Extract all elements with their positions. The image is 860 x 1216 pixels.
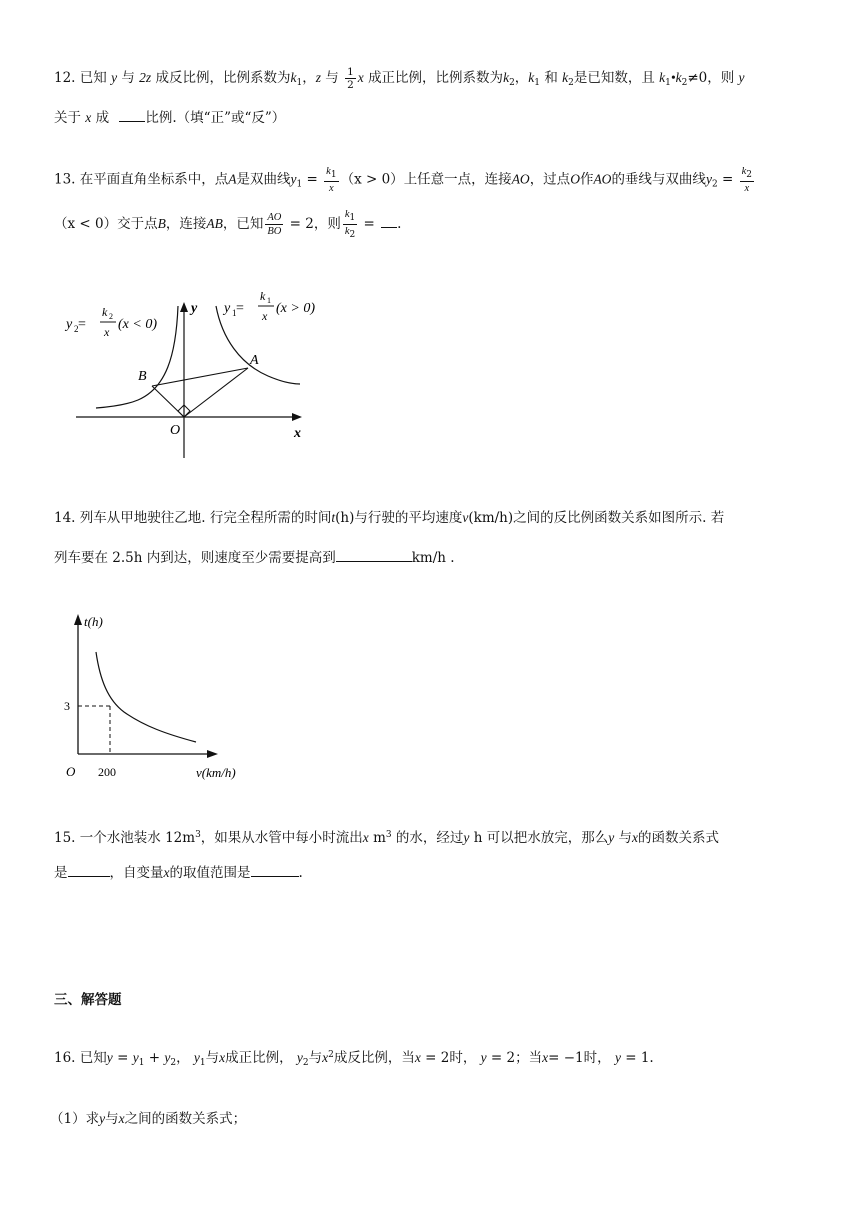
q16-value: = 2 <box>486 1050 516 1066</box>
q16-var-y1: y <box>132 1050 139 1065</box>
right-curve-label <box>222 289 315 323</box>
label-cond: (x > 0) <box>276 301 315 316</box>
q12-text: 已知 <box>79 70 107 86</box>
point-b-label: B <box>138 369 147 384</box>
q15-text: . <box>298 865 303 881</box>
label-num: k <box>260 289 266 303</box>
q13-k: k <box>344 209 350 220</box>
q12-text: 与 <box>121 70 135 86</box>
q12-text: 关于 <box>54 110 81 126</box>
q16-number: 16. <box>54 1050 76 1066</box>
q15-text: m <box>368 830 386 846</box>
origin-label: O <box>66 764 76 779</box>
q12-var-x: x <box>85 110 92 125</box>
q16-sub1-text: （1）求 <box>50 1111 100 1127</box>
q12-line2 <box>54 106 285 126</box>
q16-text: 与 <box>205 1050 220 1066</box>
y-axis-label: y <box>191 301 198 316</box>
q13-k: k <box>326 166 331 177</box>
q12-text: 与 <box>325 70 339 86</box>
q13-text: ，连接 <box>165 216 207 232</box>
q13-condition: （x < 0） <box>54 216 118 232</box>
q12-var-k1: k <box>290 70 297 85</box>
point-o-label: O <box>170 423 181 438</box>
q13-bo: BO <box>267 226 282 237</box>
q12-text: ≠0，则 <box>687 70 735 86</box>
q16-value: = 1 <box>620 1050 650 1066</box>
q13-condition: （x > 0） <box>340 171 404 188</box>
q16-text: ；当 <box>515 1050 543 1066</box>
q15-line1 <box>54 826 719 846</box>
fraction-numerator <box>740 165 754 182</box>
q12-var-x: x <box>357 70 364 85</box>
q13-text: 在平面直角坐标系中，点 <box>79 171 229 188</box>
q13-text: 的垂线与双曲线 <box>611 171 706 188</box>
fraction-numerator <box>343 208 357 225</box>
q12-sub: 1 <box>665 78 671 88</box>
q16-text: . <box>649 1050 654 1066</box>
q15-text: 的函数关系式 <box>638 830 719 846</box>
label-y: y <box>66 317 73 332</box>
q12-line1 <box>54 66 745 91</box>
tick-y-3: 3 <box>64 699 70 713</box>
q16-sup: 2 <box>328 1050 334 1060</box>
segment-ao <box>184 368 248 417</box>
q13-point-o: O <box>570 171 580 187</box>
q13-text: ，则 <box>313 216 341 232</box>
label-sub: 2 <box>74 324 79 334</box>
label-cond: (x < 0) <box>118 317 157 332</box>
label-sub: 2 <box>109 312 113 321</box>
q15-number: 15. <box>54 830 76 846</box>
q13-hyperbola-figure <box>54 276 344 464</box>
q12-sub: 2 <box>568 78 574 88</box>
fraction-denominator <box>265 225 283 238</box>
q16-var-y2: y <box>164 1050 171 1065</box>
q14-text: 之间的反比例函数关系如图所示. 若 <box>513 510 725 526</box>
q16-text: 时， <box>449 1050 477 1066</box>
q16-sub: 2 <box>170 1058 177 1068</box>
hyperbola-branch-right <box>216 306 300 384</box>
q12-product: k <box>659 70 666 85</box>
q13-line1 <box>54 165 756 195</box>
point-a-label: A <box>250 353 259 368</box>
q16-text: 与 <box>308 1050 323 1066</box>
q13-ratio-value: = 2 <box>285 216 314 232</box>
q16-var-y2: y <box>296 1050 303 1065</box>
q15-answer-blank-2[interactable] <box>251 863 299 877</box>
q16-var-x: x <box>542 1050 549 1065</box>
q12-var-k2: k <box>503 70 510 85</box>
q12-sub: 1 <box>296 78 303 88</box>
q15-text: 一个水池装水 12m <box>79 830 196 846</box>
q15-var-x: x <box>362 830 369 845</box>
q13-number: 13. <box>54 171 76 188</box>
q13-point-a: A <box>228 171 237 187</box>
q15-var-x: x <box>632 830 638 845</box>
x-axis-arrow-icon <box>207 750 218 758</box>
q16-var-x: x <box>219 1050 226 1065</box>
q12-product: •k <box>670 70 682 85</box>
q14-train-graph <box>54 608 264 784</box>
q13-text: . <box>397 216 402 232</box>
q15-line2 <box>54 861 303 881</box>
q12-var-y: y <box>738 70 745 85</box>
q13-equals: = <box>302 171 323 188</box>
q16-var-y1: y <box>193 1050 200 1065</box>
q12-var-k2: k <box>562 70 569 85</box>
q12-fraction-half <box>345 66 356 91</box>
label-sub: 1 <box>232 308 237 318</box>
q16-var-y: y <box>106 1050 113 1065</box>
q16-var-x: x <box>322 1050 329 1065</box>
q13-fraction-ratio <box>265 211 283 238</box>
x-axis-label: v(km/h) <box>196 765 236 780</box>
fraction-denominator <box>327 182 336 195</box>
q16-var-y: y <box>614 1050 621 1065</box>
label-y: y <box>224 301 231 316</box>
q12-number: 12. <box>54 70 76 86</box>
q14-var-v: v <box>462 510 469 525</box>
q13-x: x <box>329 183 334 194</box>
q12-text: 是已知数，且 <box>573 70 655 86</box>
q13-k: k <box>344 226 350 237</box>
fraction-denominator <box>343 225 357 241</box>
fraction-numerator <box>324 165 338 182</box>
q12-sub: 2 <box>509 78 515 88</box>
q16-var-x: x <box>414 1050 421 1065</box>
q15-answer-blank-1[interactable] <box>68 863 110 877</box>
q16-sub1-text: 与 <box>105 1111 119 1127</box>
q16-text: ， <box>176 1050 190 1066</box>
q15-text: h 可以把水放完，那么 <box>469 830 609 846</box>
q12-var-y: y <box>111 70 118 85</box>
y-axis-label: t(h) <box>84 614 103 629</box>
q14-text: 列车要在 2.5h 内到达，则速度至少需要提高到 <box>54 550 336 566</box>
label-eq: = <box>78 317 86 332</box>
q13-text: 上任意一点，连接 <box>403 171 512 188</box>
q13-point-b: B <box>157 216 166 231</box>
q14-unit: (km/h) <box>468 510 514 526</box>
x-axis-arrow-icon <box>292 413 302 421</box>
q13-sub: 2 <box>711 179 718 190</box>
q13-sub: 2 <box>746 170 752 180</box>
q13-text: 作 <box>579 171 594 188</box>
q14-unit: (h) <box>335 510 355 526</box>
q13-line2 <box>54 208 401 241</box>
tick-x-200: 200 <box>98 765 116 779</box>
q12-text: 成反比例，比例系数为 <box>155 70 291 86</box>
q15-text: ，自变量 <box>109 865 164 881</box>
q13-fraction-k2-x <box>740 165 754 195</box>
q13-segment-ab: AB <box>206 216 223 231</box>
q13-text: 是双曲线 <box>236 171 291 188</box>
q16-value: = 2 <box>420 1050 450 1066</box>
q14-var-t: t <box>331 510 336 525</box>
section-heading: 三、解答题 <box>54 992 122 1008</box>
y-axis-arrow-icon <box>74 614 82 625</box>
fraction-numerator: 1 <box>347 66 354 78</box>
q14-text: 与行驶的平均速度 <box>354 510 463 526</box>
q12-text: 成 <box>95 110 110 126</box>
q15-text: 与 <box>614 830 632 846</box>
q13-answer-blank[interactable] <box>381 214 397 228</box>
q12-sub: 1 <box>534 78 541 88</box>
q14-line1 <box>54 506 724 526</box>
q12-text: 成正比例，比例系数为 <box>368 70 504 86</box>
q16-var-y: y <box>99 1111 106 1126</box>
q16-sub1-text: 之间的函数关系式； <box>124 1111 247 1127</box>
q14-text: km/h . <box>411 550 455 566</box>
q16-sub: 1 <box>138 1058 145 1068</box>
q13-var-y2: y <box>705 171 712 187</box>
label-sub: 1 <box>267 296 271 305</box>
q13-equals: = <box>359 216 380 232</box>
q16-text: 成反比例，当 <box>333 1050 415 1066</box>
q14-text: 列车从甲地驶往乙地. 行完全程所需的时间 <box>79 510 332 526</box>
left-curve-label <box>64 305 157 339</box>
q15-var-x: x <box>163 865 170 880</box>
q12-text: 和 <box>544 70 558 86</box>
q15-text: 是 <box>54 865 68 881</box>
q16-value: = −1 <box>548 1050 584 1066</box>
q16-var-y: y <box>480 1050 487 1065</box>
q13-sub: 1 <box>349 213 356 223</box>
q16-text: 已知 <box>79 1050 107 1066</box>
x-axis-label: x <box>294 426 301 441</box>
q13-sub: 2 <box>349 230 356 240</box>
q13-fraction-k1-x <box>324 165 338 195</box>
q16-var-x: x <box>118 1111 125 1126</box>
q16-sub: 2 <box>302 1058 309 1068</box>
q14-number: 14. <box>54 510 76 526</box>
q12-text: ， <box>514 70 529 86</box>
q12-text: 比例.（填“正”或“反”） <box>145 110 286 126</box>
q12-answer-blank[interactable] <box>119 108 145 122</box>
q13-segment-ao: AO <box>511 171 530 187</box>
q16-text: 成正比例， <box>225 1050 293 1066</box>
q16-text: 时， <box>583 1050 611 1066</box>
label-den: x <box>104 325 110 339</box>
q15-var-y: y <box>608 830 615 845</box>
q13-text: ，过点 <box>529 171 571 188</box>
q13-x: x <box>744 183 750 194</box>
q13-text: 交于点 <box>117 216 158 232</box>
q12-sub: 2 <box>681 78 688 88</box>
label-num: k <box>102 305 108 319</box>
inverse-curve <box>96 652 196 742</box>
q16-plus: + <box>144 1050 165 1066</box>
q12-var-k1: k <box>528 70 535 85</box>
q12-var-2z: 2z <box>139 70 152 85</box>
q15-text: 的水，经过 <box>391 830 464 846</box>
q16-line1 <box>54 1046 654 1068</box>
q13-ao: AO <box>267 212 282 223</box>
label-den: x <box>262 309 268 323</box>
q13-sub: 1 <box>296 179 303 190</box>
q16-equals: = <box>112 1050 133 1066</box>
q16-sub: 1 <box>199 1058 206 1068</box>
q16-subquestion-1 <box>50 1107 246 1127</box>
fraction-denominator: 2 <box>347 79 354 91</box>
fraction-denominator <box>742 182 751 195</box>
q14-line2 <box>54 546 455 566</box>
q13-k: k <box>741 166 747 177</box>
q13-segment-ao: AO <box>593 171 612 187</box>
q13-fraction-k1-k2 <box>343 208 357 241</box>
q13-equals: = <box>717 171 738 188</box>
fraction-numerator <box>265 211 283 225</box>
label-eq: = <box>236 301 244 316</box>
q14-answer-blank[interactable] <box>336 548 412 562</box>
y-axis-arrow-icon <box>180 302 188 312</box>
q15-sup: 3 <box>385 830 392 840</box>
q13-var-y1: y <box>290 171 297 187</box>
q13-text: ，已知 <box>222 216 264 232</box>
q15-text: ，如果从水管中每小时流出 <box>200 830 363 846</box>
q15-text: 的取值范围是 <box>169 865 251 881</box>
q12-text: ， <box>302 70 316 86</box>
q12-var-z: z <box>315 70 321 85</box>
q15-var-y: y <box>463 830 470 845</box>
q15-sup: 3 <box>195 830 201 840</box>
q13-sub: 1 <box>330 170 337 180</box>
